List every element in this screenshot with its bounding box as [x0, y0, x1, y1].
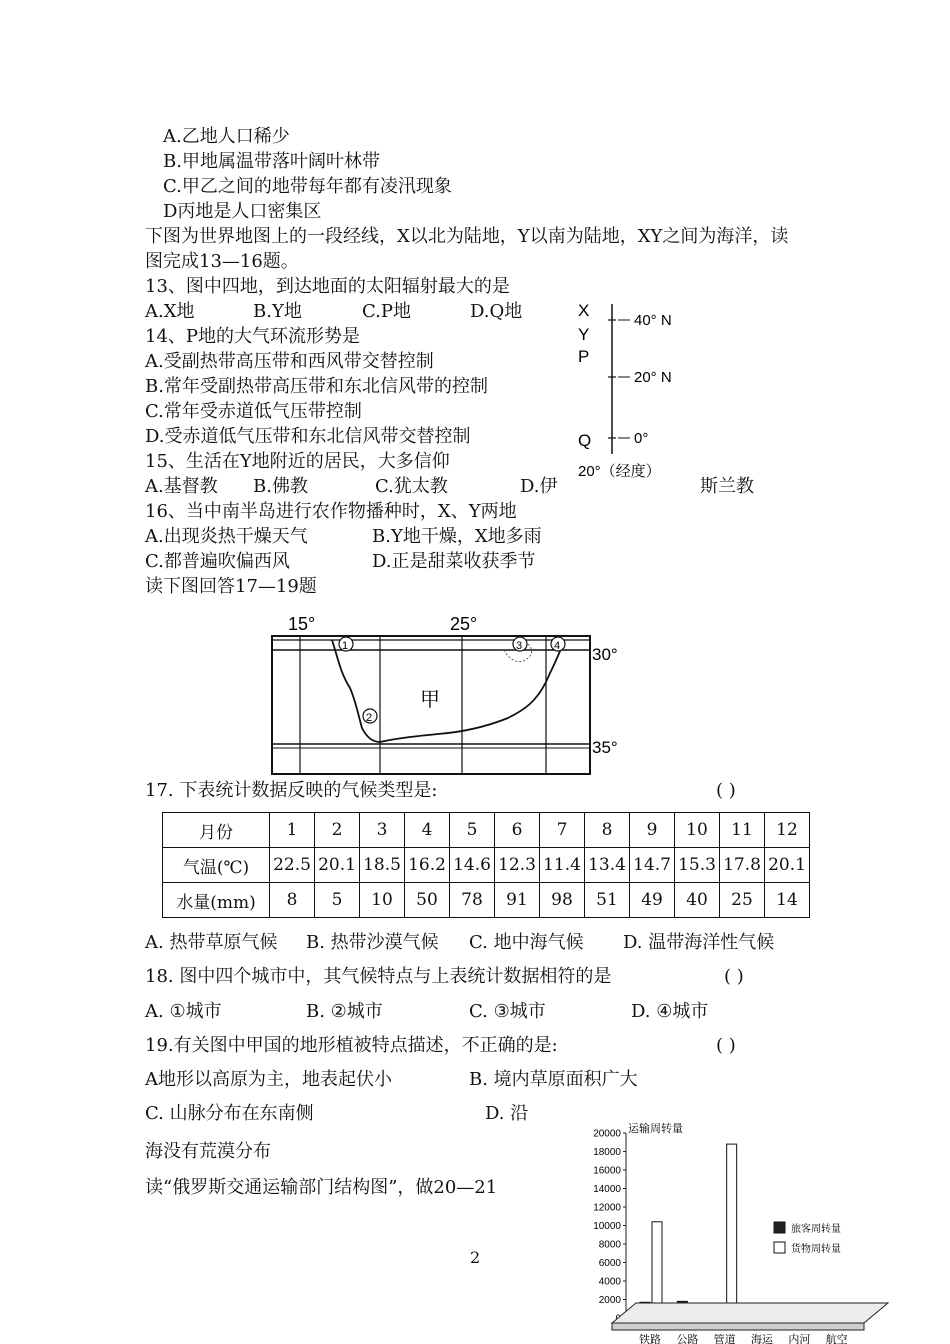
- table-cell: 98: [540, 883, 585, 918]
- q17-option-d: D. 温带海洋性气候: [623, 932, 775, 953]
- x-tick-label: 公路: [676, 1334, 699, 1344]
- chart-legend: [774, 1222, 841, 1255]
- q18-option-a: A. ①城市: [145, 1001, 222, 1022]
- legend-swatch: [774, 1242, 785, 1253]
- q13-option-c: C.P地: [362, 301, 411, 322]
- table-cell: 17.8: [720, 848, 765, 883]
- q18-option-d: D. ④城市: [631, 1001, 709, 1022]
- q17-answer-blank: ( ): [716, 780, 736, 801]
- lat-30-label: 30°: [592, 645, 618, 664]
- x-tick-label: 铁路: [639, 1334, 661, 1344]
- table-row-temperature: [163, 848, 810, 883]
- table-cell: 14.6: [450, 848, 495, 883]
- bar-freight: [727, 1144, 737, 1318]
- q18-stem: 18. 图中四个城市中，其气候特点与上表统计数据相符的是: [145, 966, 612, 987]
- lon-25-label: 25°: [450, 614, 478, 634]
- q12-option-c: C.甲乙之间的地带每年都有凌汛现象: [163, 176, 452, 197]
- chart-title: 运输周转量: [628, 1123, 683, 1135]
- table-cell: 8: [585, 813, 630, 848]
- q13-stem: 13、图中四地，到达地面的太阳辐射最大的是: [145, 276, 510, 297]
- table-cell: 49: [630, 883, 675, 918]
- x-tick-label: 航空: [825, 1334, 848, 1344]
- q17-option-c: C. 地中海气候: [469, 932, 584, 953]
- label-q: Q: [578, 431, 592, 450]
- x-tick-label: 海运: [751, 1334, 773, 1344]
- y-tick-label: 2000: [598, 1295, 621, 1306]
- q17-option-b: B. 热带沙漠气候: [306, 932, 439, 953]
- q13-option-d: D.Q地: [470, 301, 523, 322]
- x-tick-label: 管道: [713, 1334, 736, 1344]
- q15-option-d-part2: 斯兰教: [700, 476, 754, 497]
- table-cell: 51: [585, 883, 630, 918]
- transport-chart: [560, 1118, 890, 1344]
- q14-stem: 14、P地的大气环流形势是: [145, 326, 361, 347]
- table-cell: 5: [450, 813, 495, 848]
- q12-option-d: D丙地是人口密集区: [163, 201, 322, 222]
- y-tick-label: 4000: [598, 1276, 621, 1288]
- climate-table: [162, 812, 810, 918]
- country-jia: 甲: [420, 689, 440, 711]
- table-cell: 50: [405, 883, 450, 918]
- label-0: 0°: [634, 430, 649, 447]
- q12-option-a: A.乙地人口稀少: [163, 126, 290, 147]
- table-row-month: [163, 813, 810, 848]
- city-1-label: 1: [342, 640, 349, 652]
- table-cell: 10: [360, 883, 405, 918]
- table-cell: 12.3: [495, 848, 540, 883]
- table-cell: 15.3: [675, 848, 720, 883]
- table-cell: 气温(℃): [163, 848, 270, 883]
- q17-stem: 17. 下表统计数据反映的气候类型是:: [145, 780, 438, 801]
- y-tick-label: 16000: [593, 1165, 621, 1177]
- q12-option-b: B.甲地属温带落叶阔叶林带: [163, 151, 380, 172]
- table-cell: 10: [675, 813, 720, 848]
- table-cell: 20.1: [315, 848, 360, 883]
- x-axis-labels: [639, 1332, 848, 1344]
- q16-option-b: B.Y地干燥，X地多雨: [372, 526, 542, 547]
- legend-label: 货物周转量: [791, 1244, 841, 1255]
- table-cell: 40: [675, 883, 720, 918]
- q15-stem: 15、生活在Y地附近的居民，大多信仰: [145, 451, 450, 472]
- q15-option-c: C.犹太教: [375, 476, 448, 497]
- q19-option-c: C. 山脉分布在东南侧: [145, 1103, 314, 1124]
- table-cell: 4: [405, 813, 450, 848]
- q19-option-d-continued: 海没有荒漠分布: [145, 1141, 271, 1162]
- table-cell: 7: [540, 813, 585, 848]
- label-y: Y: [578, 325, 590, 344]
- table-cell: 18.5: [360, 848, 405, 883]
- q14-option-c: C.常年受赤道低气压带控制: [145, 401, 362, 422]
- table-cell: 2: [315, 813, 360, 848]
- table-cell: 1: [270, 813, 315, 848]
- table-cell: 14: [765, 883, 810, 918]
- y-axis: [593, 1129, 626, 1325]
- table-cell: 14.7: [630, 848, 675, 883]
- intro-17-19: 读下图回答17—19题: [145, 576, 317, 597]
- y-tick-label: 20000: [593, 1128, 621, 1140]
- q19-answer-blank: ( ): [716, 1035, 736, 1056]
- table-cell: 5: [315, 883, 360, 918]
- q16-option-a: A.出现炎热干燥天气: [145, 526, 308, 547]
- label-40n: 40° N: [634, 312, 672, 329]
- table-cell: 12: [765, 813, 810, 848]
- legend-swatch: [774, 1222, 785, 1233]
- q18-option-b: B. ②城市: [306, 1001, 383, 1022]
- q14-option-d: D.受赤道低气压带和东北信风带交替控制: [145, 426, 471, 447]
- q18-option-c: C. ③城市: [469, 1001, 546, 1022]
- y-tick-label: 12000: [593, 1202, 621, 1214]
- table-cell: 25: [720, 883, 765, 918]
- table-row-rainfall: [163, 883, 810, 918]
- intro-13-16-line2: 图完成13—16题。: [145, 251, 299, 272]
- table-cell: 91: [495, 883, 540, 918]
- label-p: P: [578, 347, 590, 366]
- q13-option-b: B.Y地: [253, 301, 302, 322]
- legend-label: 旅客周转量: [791, 1224, 841, 1235]
- y-tick-label: 10000: [593, 1221, 621, 1232]
- y-tick-label: 8000: [598, 1239, 621, 1251]
- city-3-label: 3: [516, 640, 523, 652]
- q19-option-b: B. 境内草原面积广大: [469, 1069, 638, 1090]
- table-cell: 16.2: [405, 848, 450, 883]
- table-cell: 22.5: [270, 848, 315, 883]
- q15-option-d-part1: D.伊: [520, 476, 558, 497]
- q16-option-c: C.都普遍吹偏西风: [145, 551, 290, 572]
- table-cell: 11: [720, 813, 765, 848]
- q14-option-a: A.受副热带高压带和西风带交替控制: [145, 351, 434, 372]
- table-cell: 6: [495, 813, 540, 848]
- q16-option-d: D.正是甜菜收获季节: [372, 551, 536, 572]
- chart-base-plane: [612, 1303, 888, 1323]
- q19-stem: 19.有关图中甲国的地形植被特点描述，不正确的是:: [145, 1035, 558, 1056]
- y-tick-label: 18000: [593, 1147, 621, 1158]
- table-cell: 78: [450, 883, 495, 918]
- intro-13-16-line1: 下图为世界地图上的一段经线，X以北为陆地，Y以南为陆地，XY之间为海洋，读: [145, 226, 789, 247]
- table-cell: 8: [270, 883, 315, 918]
- table-cell: 20.1: [765, 848, 810, 883]
- coastline: [332, 640, 564, 742]
- q14-option-b: B.常年受副热带高压带和东北信风带的控制: [145, 376, 488, 397]
- label-x: X: [578, 301, 590, 320]
- table-cell: 3: [360, 813, 405, 848]
- intro-20-21: 读“俄罗斯交通运输部门结构图”，做20—21: [145, 1177, 498, 1198]
- lat-35-label: 35°: [592, 738, 618, 757]
- chart-base-edge: [612, 1323, 864, 1330]
- q15-option-a: A.基督教: [145, 476, 218, 497]
- south-africa-map: [268, 610, 648, 785]
- lon-15-label: 15°: [288, 614, 316, 634]
- table-cell: 月份: [163, 813, 270, 848]
- table-cell: 9: [630, 813, 675, 848]
- q18-answer-blank: ( ): [724, 966, 744, 987]
- meridian-diagram: [570, 292, 730, 487]
- table-cell: 13.4: [585, 848, 630, 883]
- q19-option-d: D. 沿: [485, 1103, 529, 1124]
- table-cell: 11.4: [540, 848, 585, 883]
- q17-option-a: A. 热带草原气候: [145, 932, 278, 953]
- q15-option-b: B.佛教: [253, 476, 308, 497]
- label-longitude: 20°（经度）: [578, 463, 661, 480]
- x-tick-label: 内河: [788, 1334, 811, 1344]
- label-20n: 20° N: [634, 369, 672, 386]
- city-4-label: 4: [554, 640, 561, 652]
- y-tick-label: 14000: [593, 1184, 621, 1195]
- city-2-label: 2: [366, 712, 373, 724]
- table-cell: 水量(mm): [163, 883, 270, 918]
- q13-option-a: A.X地: [145, 301, 195, 322]
- q19-option-a: A地形以高原为主，地表起伏小: [145, 1069, 392, 1090]
- page-number: 2: [470, 1248, 481, 1267]
- y-tick-label: 6000: [598, 1258, 621, 1269]
- q16-stem: 16、当中南半岛进行农作物播种时，X、Y两地: [145, 501, 517, 522]
